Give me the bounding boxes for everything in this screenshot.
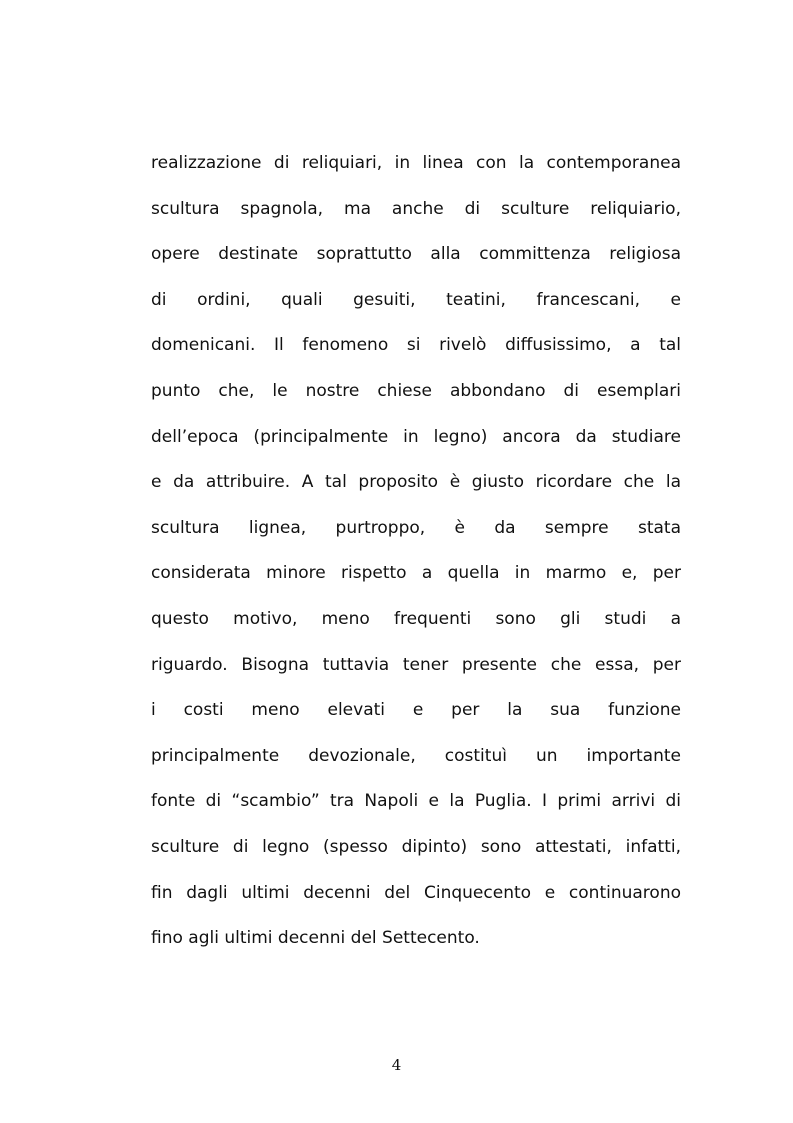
paragraph-line: scultura spagnola, ma anche di sculture reliquiario, <box>151 198 681 219</box>
paragraph-line: fin dagli ultimi decenni del Cinquecento e continuarono <box>151 882 681 903</box>
paragraph-line: punto che, le nostre chiese abbondano di esemplari <box>151 380 681 401</box>
paragraph-line: considerata minore rispetto a quella in marmo e, per <box>151 563 681 584</box>
paragraph-line: dell’epoca (principalmente in legno) ancora da studiare <box>151 426 681 447</box>
paragraph-line: riguardo. Bisogna tuttavia tener presente che essa, per <box>151 654 681 675</box>
paragraph-line: scultura lignea, purtroppo, è da sempre stata <box>151 517 681 538</box>
page-number: 4 <box>391 1056 402 1074</box>
paragraph-line: e da attribuire. A tal proposito è giusto ricordare che la <box>151 472 681 493</box>
paragraph-line: i costi meno elevati e per la sua funzione <box>151 700 681 721</box>
paragraph-line: opere destinate soprattutto alla committenza religiosa <box>151 244 681 265</box>
paragraph-line: fino agli ultimi decenni del Settecento. <box>151 928 480 949</box>
body-paragraph <box>151 148 681 969</box>
paragraph-line: fonte di “scambio” tra Napoli e la Puglia. I primi arrivi di <box>151 791 681 812</box>
paragraph-line: questo motivo, meno frequenti sono gli studi a <box>151 608 681 629</box>
paragraph-line: principalmente devozionale, costituì un importante <box>151 745 681 766</box>
paragraph-line: realizzazione di reliquiari, in linea con la contemporanea <box>151 153 681 173</box>
paragraph-line: domenicani. Il fenomeno si rivelò diffusissimo, a tal <box>151 335 681 356</box>
paragraph-line: di ordini, quali gesuiti, teatini, francescani, e <box>151 289 681 310</box>
paragraph-line: sculture di legno (spesso dipinto) sono attestati, infatti, <box>151 836 681 857</box>
